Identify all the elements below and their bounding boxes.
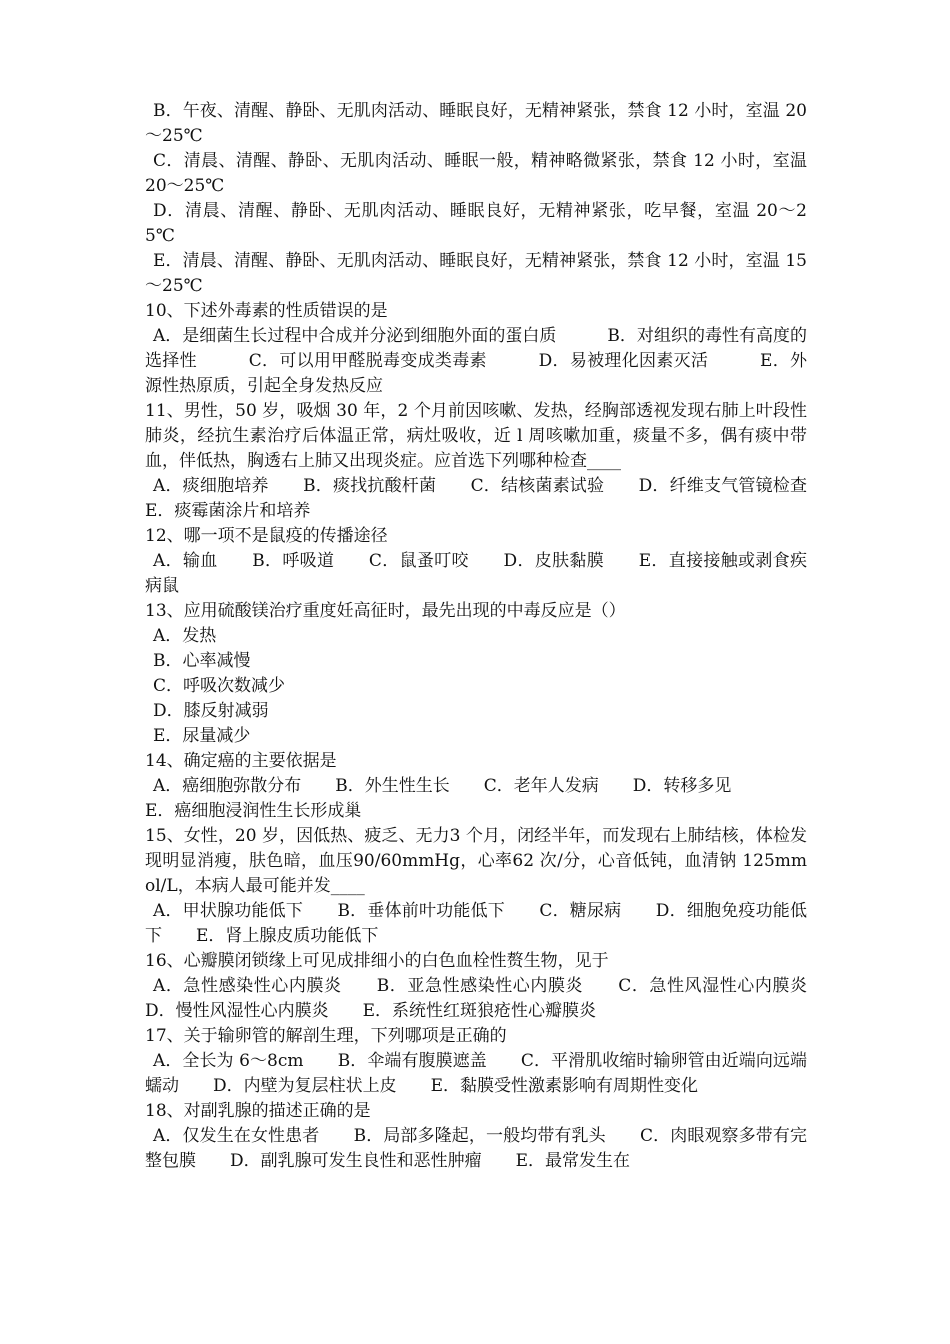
option-13d: D．膝反射减弱 xyxy=(153,701,269,721)
document-page xyxy=(145,99,841,1174)
option-9b: B．午夜、清醒、静卧、无肌肉活动、睡眠良好，无精神紧张，禁食 12 小时，室温 20～25℃ xyxy=(145,101,807,146)
options-10: A．是细菌生长过程中合成并分泌到细胞外面的蛋白质 B．对组织的毒性有高度的选择性 C．可以用甲醛脱毒变成类毒素 D．易被理化因素灭活 E．外源性热原质，引起全身发热反应 xyxy=(145,326,807,396)
option-9d: D．清晨、清醒、静卧、无肌肉活动、睡眠良好，无精神紧张，吃早餐，室温 20～25℃ xyxy=(145,201,807,246)
option-9c: C．清晨、清醒、静卧、无肌肉活动、睡眠一般，精神略微紧张，禁食 12 小时，室温 20～25℃ xyxy=(145,151,807,196)
options-17: A．全长为 6～8cm B．伞端有腹膜遮盖 C．平滑肌收缩时输卵管由近端向远端蠕动 D．内壁为复层柱状上皮 E．黏膜受性激素影响有周期性变化 xyxy=(145,1051,807,1096)
options-16: A．急性感染性心内膜炎 B．亚急性感染性心内膜炎 C．急性风湿性心内膜炎 D．慢性风湿性心内膜炎 E．系统性红斑狼疮性心瓣膜炎 xyxy=(145,976,841,1021)
options-15: A．甲状腺功能低下 B．垂体前叶功能低下 C．糖尿病 D．细胞免疫功能低下 E．肾上腺皮质功能低下 xyxy=(145,901,807,946)
option-13c: C．呼吸次数减少 xyxy=(153,676,286,696)
question-12: 12、哪一项不是鼠疫的传播途径 xyxy=(145,526,388,546)
question-16: 16、心瓣膜闭锁缘上可见成排细小的白色血栓性赘生物，见于 xyxy=(145,951,609,971)
question-13: 13、应用硫酸镁治疗重度妊高征时，最先出现的中毒反应是（） xyxy=(145,601,626,621)
question-11: 11、男性，50 岁，吸烟 30 年，2 个月前因咳嗽、发热，经胸部透视发现右肺上叶段性肺炎，经抗生素治疗后体温正常，病灶吸收，近 l 周咳嗽加重，痰量不多，偶有痰中带血，伴低热，胸透右上肺又出现炎症。应首选下列哪种检查____ xyxy=(145,401,807,471)
option-13a: A．发热 xyxy=(153,626,217,646)
question-18: 18、对副乳腺的描述正确的是 xyxy=(145,1101,371,1121)
question-14: 14、确定癌的主要依据是 xyxy=(145,751,337,771)
question-10: 10、下述外毒素的性质错误的是 xyxy=(145,301,388,321)
option-13e: E．尿量减少 xyxy=(153,726,251,746)
options-12: A．输血 B．呼吸道 C．鼠蚤叮咬 D．皮肤黏膜 E．直接接触或剥食疾病鼠 xyxy=(145,551,807,596)
options-11: A．痰细胞培养 B．痰找抗酸杆菌 C．结核菌素试验 D．纤维支气管镜检查 E．痰霉菌涂片和培养 xyxy=(145,476,841,521)
options-18: A．仅发生在女性患者 B．局部多隆起，一般均带有乳头 C．肉眼观察多带有完整包膜 D．副乳腺可发生良性和恶性肿瘤 E．最常发生在 xyxy=(145,1126,807,1171)
option-9e: E．清晨、清醒、静卧、无肌肉活动、睡眠良好，无精神紧张，禁食 12 小时，室温 15～25℃ xyxy=(145,251,807,296)
option-13b: B．心率减慢 xyxy=(153,651,251,671)
option-14e: E．癌细胞浸润性生长形成巢 xyxy=(145,801,362,821)
options-14: A．癌细胞弥散分布 B．外生性生长 C．老年人发病 D．转移多见 xyxy=(153,776,732,796)
question-17: 17、关于输卵管的解剖生理，下列哪项是正确的 xyxy=(145,1026,507,1046)
question-15: 15、女性，20 岁，因低热、疲乏、无力3 个月，闭经半年，而发现右上肺结核，体检发现明显消瘦，肤色暗，血压90/60mmHg，心率62 次/分，心音低钝，血清钠 125mmol/L，本病人最可能并发____ xyxy=(145,826,807,896)
